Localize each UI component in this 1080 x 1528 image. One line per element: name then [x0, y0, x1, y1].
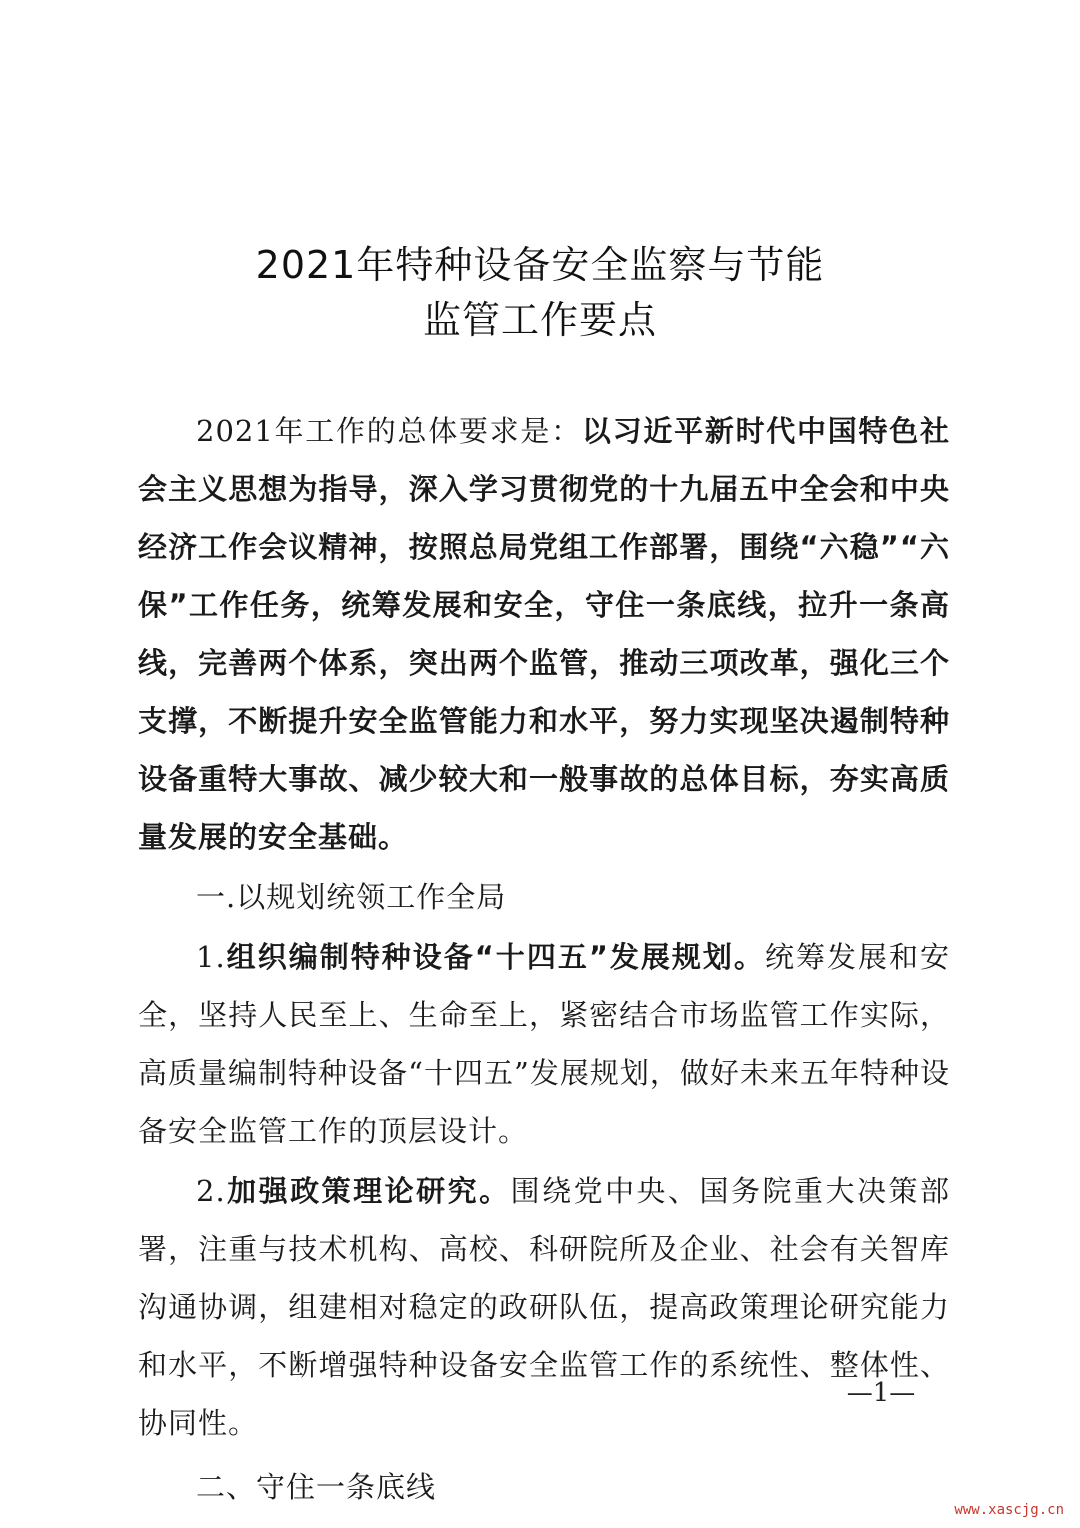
document-title-line1: 2021年特种设备安全监察与节能	[255, 243, 825, 287]
item1-heading: 组织编制特种设备“十四五”发展规划。	[225, 940, 765, 974]
item1-number: 1.	[196, 940, 226, 974]
item1-text: 统筹发展和安全，坚持人民至上、生命至上，紧密结合市场监管工作实际，高质量编制特种设备“十四五”发展规划，做好未来五年特种设备安全监管工作的顶层设计。	[138, 940, 950, 1148]
page-number: —1—	[846, 1378, 916, 1408]
section2-heading: 二、守住一条底线	[196, 1470, 437, 1504]
item2-text: 围绕党中央、国务院重大决策部署，注重与技术机构、高校、科研院所及企业、社会有关智库沟通协调，组建相对稳定的政研队伍，提高政策理论研究能力和水平，不断增强特种设备安全监管工作的系统性、整体性、协同性。	[138, 1174, 950, 1440]
intro-lead: 2021年工作的总体要求是：	[196, 414, 582, 448]
watermark-text: www.xascjg.cn	[954, 1502, 1064, 1518]
item2-number: 2.	[196, 1174, 226, 1208]
document-body	[138, 402, 950, 1516]
intro-paragraph	[138, 402, 950, 866]
item2-heading: 加强政策理论研究。	[225, 1174, 511, 1208]
intro-bold: 以习近平新时代中国特色社会主义思想为指导，深入学习贯彻党的十九届五中全会和中央经济工作会议精神，按照总局党组工作部署，围绕“六稳”“六保”工作任务，统筹发展和安全，守住一条底线，拉升一条高线，完善两个体系，突出两个监管，推动三项改革，强化三个支撑，不断提升安全监管能力和水平，努力实现坚决遏制特种设备重特大事故、减少较大和一般事故的总体目标，夯实高质量发展的安全基础。	[138, 414, 950, 854]
section1-heading: 一.以规划统领工作全局	[196, 880, 507, 914]
item2-paragraph	[138, 1162, 950, 1452]
item1-paragraph	[138, 928, 950, 1160]
document-title-line2: 监管工作要点	[422, 298, 657, 342]
